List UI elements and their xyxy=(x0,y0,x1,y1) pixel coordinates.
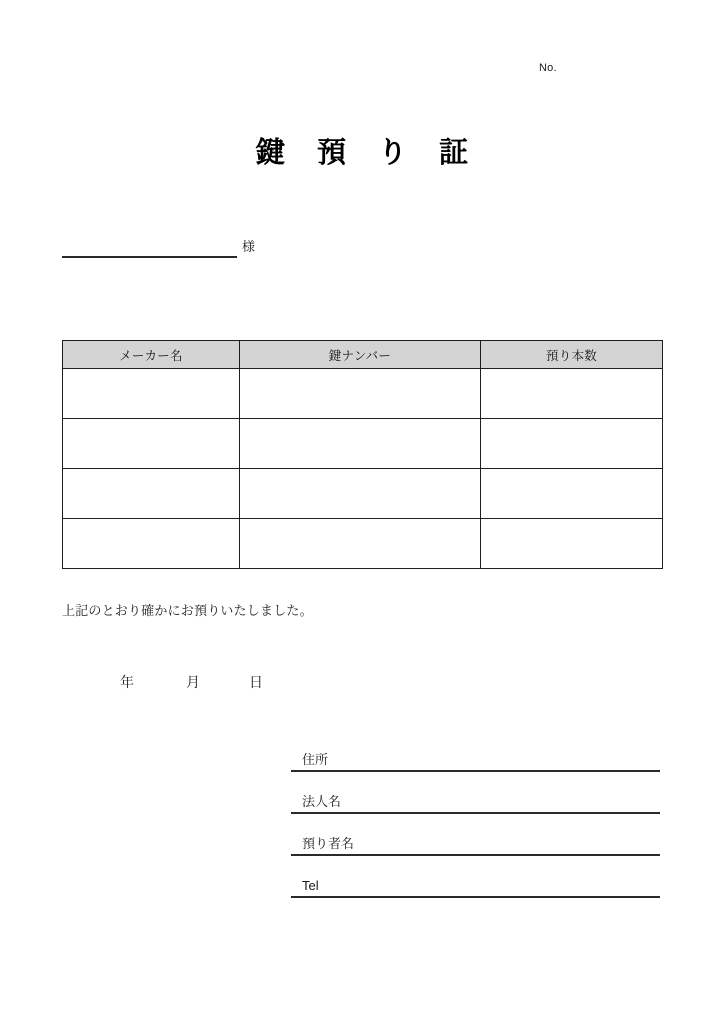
addressee-input[interactable] xyxy=(62,232,237,258)
cell-maker[interactable] xyxy=(63,519,240,569)
cell-quantity[interactable] xyxy=(481,369,663,419)
column-header-quantity: 預り本数 xyxy=(481,341,663,369)
reference-no-label: No. xyxy=(539,62,557,74)
table-head xyxy=(63,341,663,369)
addressee-honorific: 様 xyxy=(242,239,256,254)
cell-maker[interactable] xyxy=(63,369,240,419)
table-body xyxy=(63,369,663,569)
table-header-row xyxy=(63,341,663,369)
signature-label-address: 住所 xyxy=(302,752,329,767)
signature-label-depositor: 預り者名 xyxy=(302,836,355,851)
signature-label-company: 法人名 xyxy=(302,794,342,809)
reference-no-field[interactable] xyxy=(539,62,557,74)
date-year-unit: 年 xyxy=(120,674,134,690)
signature-field-tel[interactable] xyxy=(291,856,660,898)
table-row xyxy=(63,419,663,469)
signature-label-tel: Tel xyxy=(302,878,319,893)
column-header-key-number: 鍵ナンバー xyxy=(240,341,481,369)
cell-maker[interactable] xyxy=(63,469,240,519)
signature-field-company[interactable] xyxy=(291,772,660,814)
table-row xyxy=(63,469,663,519)
page-title: 鍵 預 り 証 xyxy=(255,135,480,169)
column-header-maker: メーカー名 xyxy=(63,341,240,369)
cell-quantity[interactable] xyxy=(481,419,663,469)
cell-key-number[interactable] xyxy=(240,419,481,469)
cell-key-number[interactable] xyxy=(240,369,481,419)
date-day-unit: 日 xyxy=(249,674,263,690)
date-month-unit: 月 xyxy=(186,674,200,690)
table-row xyxy=(63,369,663,419)
signature-block xyxy=(291,730,660,898)
cell-quantity[interactable] xyxy=(481,519,663,569)
cell-key-number[interactable] xyxy=(240,519,481,569)
key-details-table xyxy=(62,340,663,569)
signature-field-depositor[interactable] xyxy=(291,814,660,856)
signature-field-address[interactable] xyxy=(291,730,660,772)
date-row xyxy=(62,672,362,696)
cell-key-number[interactable] xyxy=(240,469,481,519)
cell-quantity[interactable] xyxy=(481,469,663,519)
confirmation-statement: 上記のとおり確かにお預りいたしました。 xyxy=(62,603,313,618)
table-row xyxy=(63,519,663,569)
addressee-row xyxy=(62,232,322,260)
cell-maker[interactable] xyxy=(63,419,240,469)
